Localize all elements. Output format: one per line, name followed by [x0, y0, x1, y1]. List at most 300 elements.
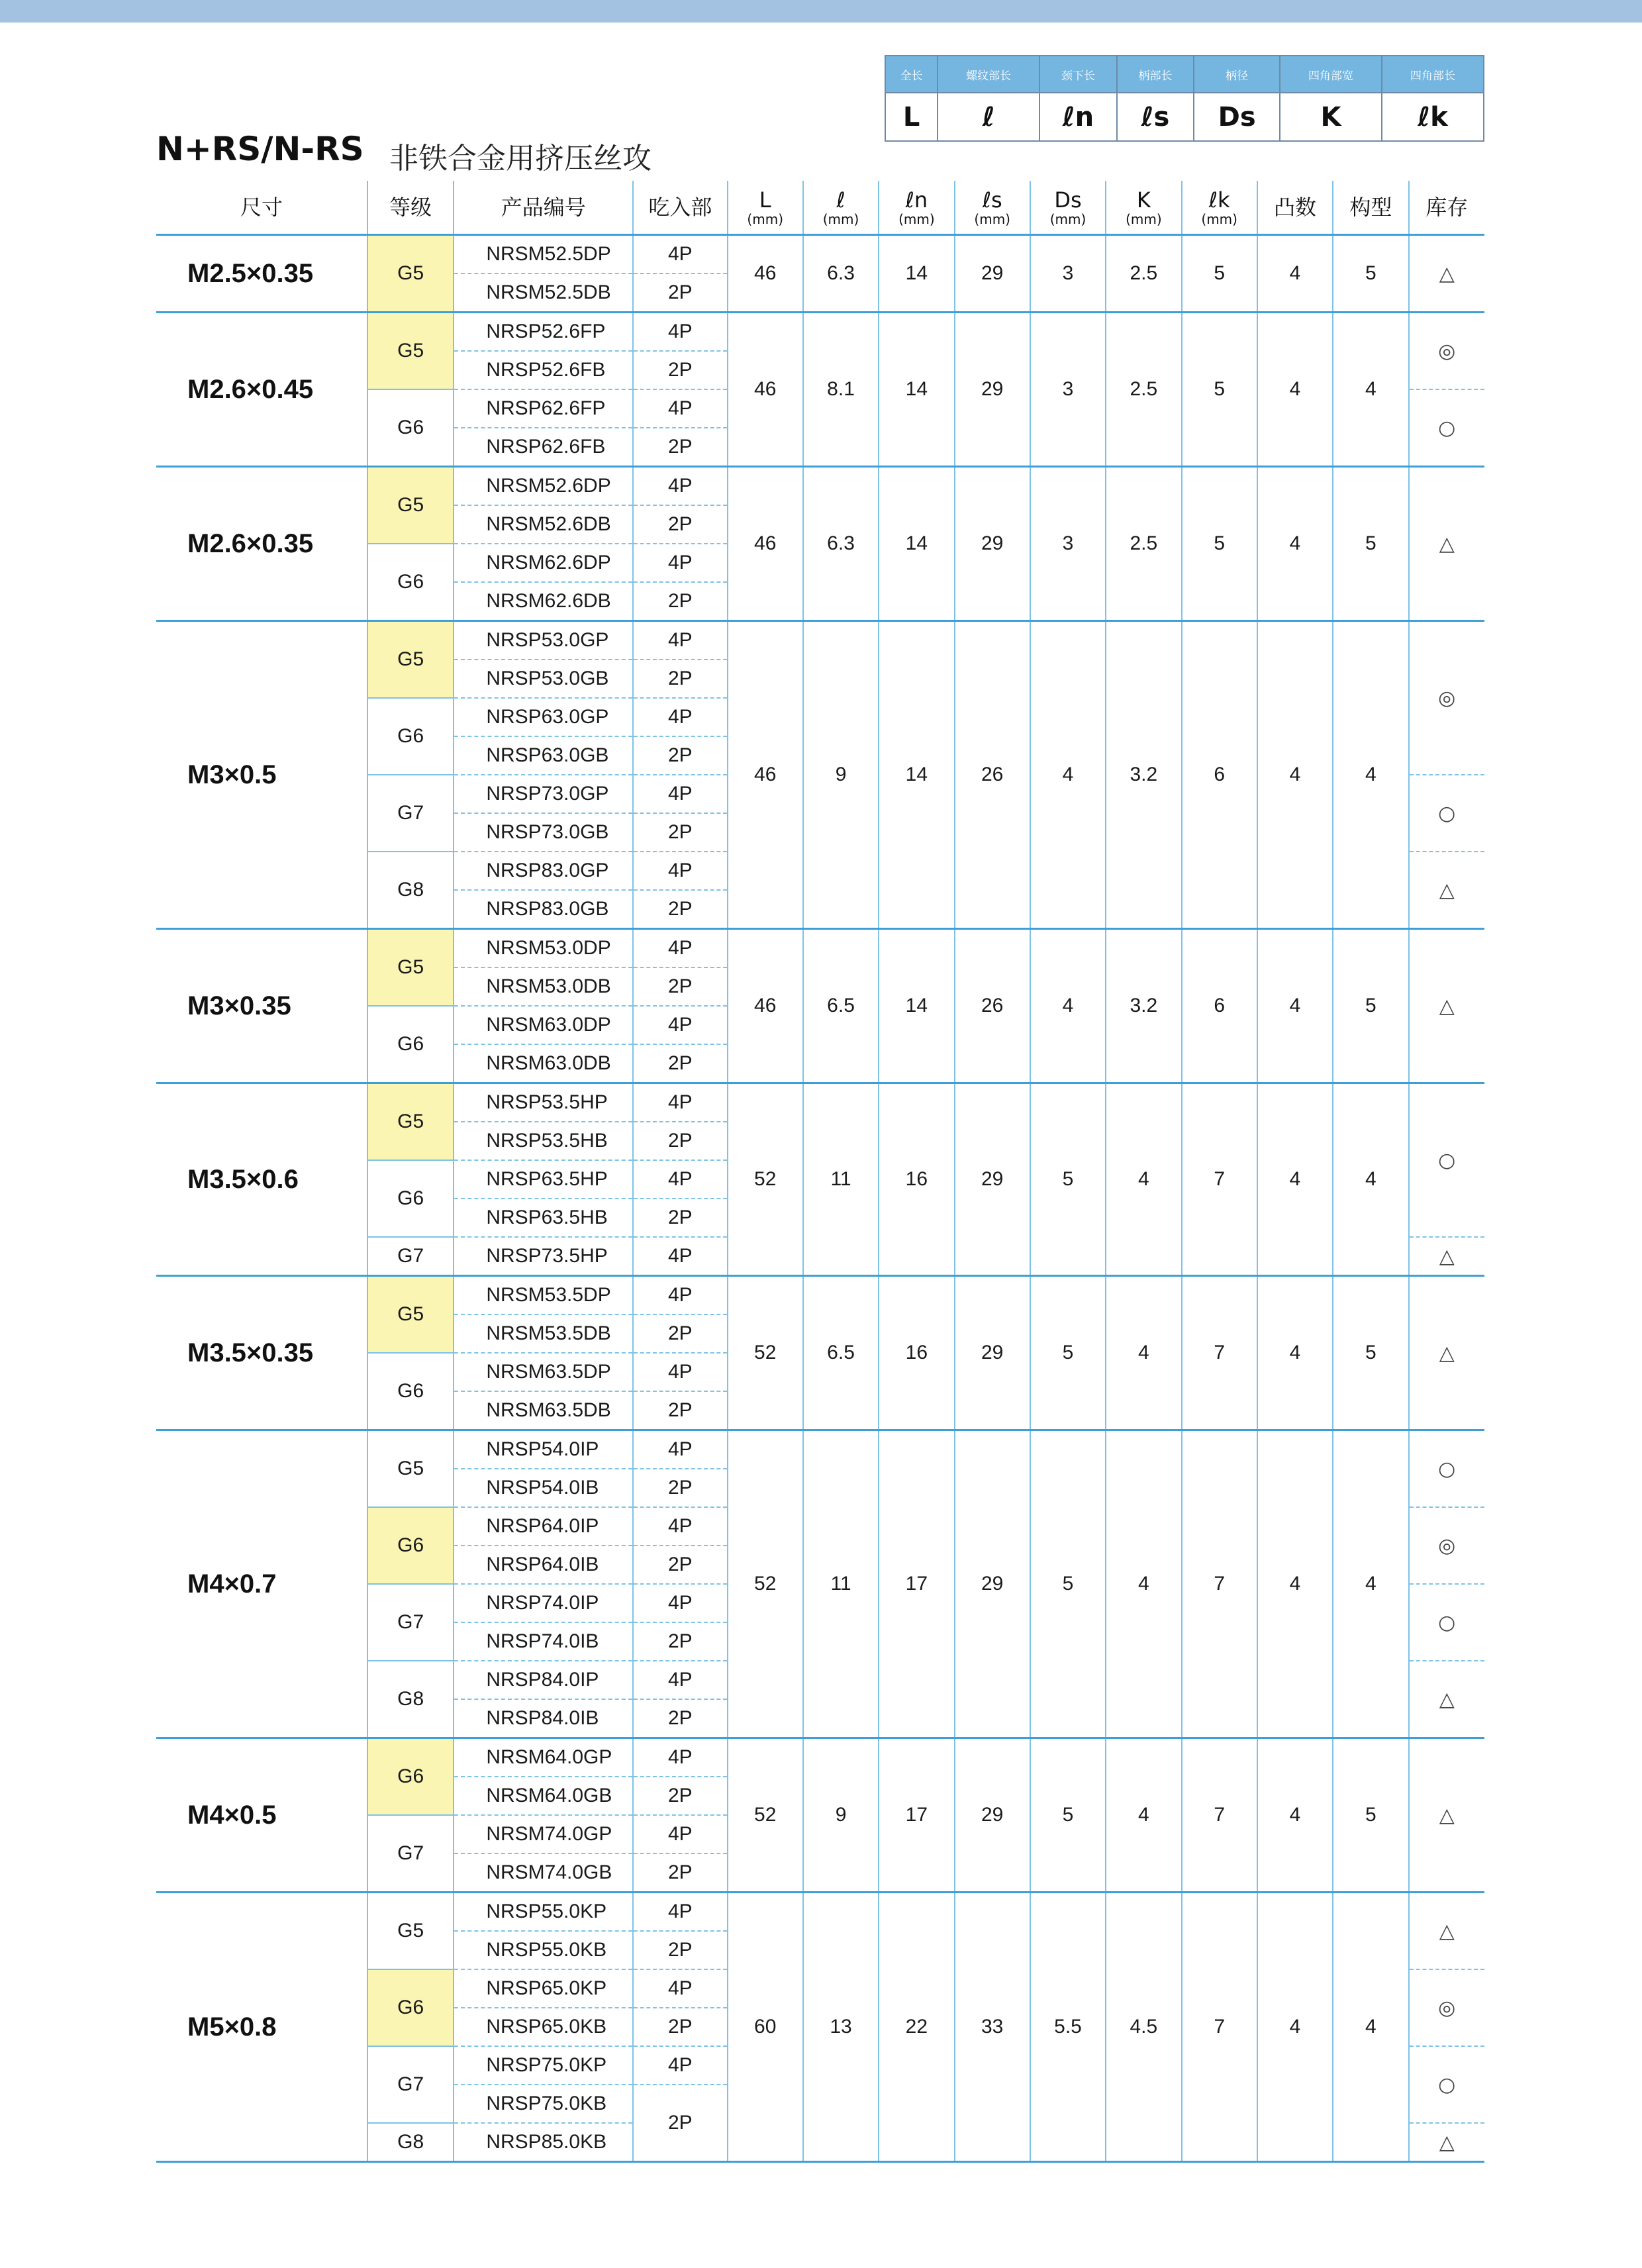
thread-size: M4×0.5: [156, 1738, 367, 1893]
product-code: NRSM52.6DB: [454, 505, 633, 544]
chamfer: 4P: [633, 467, 727, 506]
table-row: [156, 1738, 1484, 1777]
dimension-ls: 29: [955, 1083, 1030, 1276]
product-code: NRSP83.0GB: [454, 890, 633, 929]
dimension-l: 11: [803, 1430, 879, 1738]
stock-status: △: [1409, 1893, 1485, 1970]
dimension-lobes: 4: [1257, 1083, 1333, 1276]
stock-status: △: [1409, 1237, 1485, 1276]
legend-name: 柄部长: [1117, 56, 1194, 93]
column-header-label: ℓk: [1208, 187, 1230, 213]
chamfer: 2P: [633, 273, 727, 313]
dimension-K: 4: [1106, 1083, 1181, 1276]
column-header-unit: (mm): [1126, 211, 1162, 227]
column-header: [803, 181, 879, 235]
stock-status: ○: [1409, 1430, 1485, 1508]
dimension-lobes: 4: [1257, 1893, 1333, 2162]
chamfer: 2P: [633, 813, 727, 852]
column-header-label: ℓs: [982, 187, 1002, 213]
chamfer: 2P: [633, 967, 727, 1006]
product-code: NRSM74.0GB: [454, 1853, 633, 1893]
thread-size: M2.6×0.35: [156, 467, 367, 621]
column-header-label: 凸数: [1274, 195, 1317, 220]
legend-name: 四角部宽: [1280, 56, 1382, 93]
product-code: NRSM53.5DP: [454, 1276, 633, 1315]
column-header: [367, 181, 454, 235]
dimension-lk: 7: [1182, 1083, 1257, 1276]
column-header: [1333, 181, 1408, 235]
thread-size: M3×0.35: [156, 929, 367, 1083]
dimension-type: 4: [1333, 1893, 1408, 2162]
dimension-ln: 14: [879, 929, 954, 1083]
tolerance-grade: G8: [367, 2123, 454, 2162]
product-code: NRSP84.0IP: [454, 1661, 633, 1699]
product-code: NRSP75.0KP: [454, 2046, 633, 2085]
column-header-unit: (mm): [1201, 211, 1237, 227]
chamfer: 2P: [633, 890, 727, 929]
product-code: NRSP62.6FP: [454, 389, 633, 428]
legend-symbol: ℓk: [1382, 93, 1484, 141]
tolerance-grade: G6: [367, 1738, 454, 1816]
product-code: NRSM53.0DP: [454, 929, 633, 968]
stock-status: ◎: [1409, 1969, 1485, 2046]
dimension-L: 52: [728, 1276, 803, 1430]
dimension-ln: 14: [879, 621, 954, 929]
product-code: NRSP64.0IP: [454, 1507, 633, 1546]
product-code: NRSP53.5HP: [454, 1083, 633, 1122]
column-header: [879, 181, 954, 235]
dimension-ls: 29: [955, 235, 1030, 313]
tolerance-grade: G5: [367, 621, 454, 699]
dimension-lobes: 4: [1257, 467, 1333, 621]
dimension-type: 5: [1333, 467, 1408, 621]
chamfer: 2P: [633, 1853, 727, 1893]
dimension-type: 4: [1333, 621, 1408, 929]
stock-status: △: [1409, 1661, 1485, 1738]
top-band: [0, 0, 1642, 23]
thread-size: M3.5×0.35: [156, 1276, 367, 1430]
stock-status: △: [1409, 467, 1485, 621]
dimension-Ds: 3: [1030, 313, 1106, 467]
product-code: NRSM63.5DP: [454, 1353, 633, 1391]
dimension-type: 4: [1333, 1083, 1408, 1276]
legend-name: 柄径: [1194, 56, 1280, 93]
dimension-ln: 16: [879, 1083, 954, 1276]
product-code: NRSM64.0GB: [454, 1777, 633, 1815]
dimension-K: 4.5: [1106, 1893, 1181, 2162]
column-header: [1409, 181, 1485, 235]
dimension-L: 46: [728, 621, 803, 929]
product-code: NRSP84.0IB: [454, 1699, 633, 1738]
dimension-lobes: 4: [1257, 313, 1333, 467]
column-header-label: 构型: [1349, 195, 1392, 220]
product-code: NRSP85.0KB: [454, 2123, 633, 2162]
dimension-lk: 6: [1182, 929, 1257, 1083]
dimension-ls: 29: [955, 1738, 1030, 1893]
column-header-label: ℓ: [836, 187, 845, 213]
dimension-lobes: 4: [1257, 621, 1333, 929]
legend-symbol: K: [1280, 93, 1382, 141]
chamfer: 4P: [633, 1584, 727, 1622]
tolerance-grade: G6: [367, 1507, 454, 1584]
dimension-l: 11: [803, 1083, 879, 1276]
table-row: [156, 929, 1484, 968]
dimension-lk: 7: [1182, 1738, 1257, 1893]
chamfer: 4P: [633, 1738, 727, 1777]
dimension-type: 4: [1333, 1430, 1408, 1738]
dimension-ls: 26: [955, 621, 1030, 929]
dimension-Ds: 3: [1030, 235, 1106, 313]
table-row: [156, 235, 1484, 274]
chamfer: 4P: [633, 698, 727, 736]
stock-status: ○: [1409, 1083, 1485, 1238]
column-header-label: Ds: [1054, 187, 1082, 213]
chamfer: 4P: [633, 621, 727, 660]
chamfer: 2P: [633, 1546, 727, 1584]
chamfer: 4P: [633, 235, 727, 274]
product-code: NRSP73.0GP: [454, 775, 633, 813]
spec-table: [156, 181, 1484, 2163]
product-code: NRSP75.0KB: [454, 2085, 633, 2123]
chamfer: 2P: [633, 2008, 727, 2046]
dimension-ls: 29: [955, 313, 1030, 467]
table-row: [156, 1430, 1484, 1469]
chamfer: 4P: [633, 1893, 727, 1932]
product-code: NRSP64.0IB: [454, 1546, 633, 1584]
stock-status: ◎: [1409, 621, 1485, 775]
product-code: NRSP53.0GP: [454, 621, 633, 660]
column-header-label: 产品编号: [501, 195, 586, 220]
column-header: [1182, 181, 1257, 235]
legend-name: 螺纹部长: [938, 56, 1039, 93]
thread-size: M2.5×0.35: [156, 235, 367, 313]
product-code: NRSP55.0KB: [454, 1931, 633, 1969]
dimension-ls: 26: [955, 929, 1030, 1083]
thread-size: M5×0.8: [156, 1893, 367, 2162]
tolerance-grade: G7: [367, 775, 454, 852]
dimension-K: 2.5: [1106, 235, 1181, 313]
chamfer: 4P: [633, 852, 727, 890]
dimension-Ds: 4: [1030, 621, 1106, 929]
product-code: NRSP65.0KB: [454, 2008, 633, 2046]
stock-status: △: [1409, 929, 1485, 1083]
column-header-unit: (mm): [974, 211, 1010, 227]
legend-name: 四角部长: [1382, 56, 1484, 93]
chamfer: 2P: [633, 582, 727, 621]
chamfer: 2P: [633, 1699, 727, 1738]
dimension-type: 5: [1333, 235, 1408, 313]
product-code: NRSP54.0IB: [454, 1469, 633, 1507]
dimension-l: 8.1: [803, 313, 879, 467]
product-code: NRSM53.5DB: [454, 1314, 633, 1353]
dimension-ln: 16: [879, 1276, 954, 1430]
tolerance-grade: G6: [367, 1353, 454, 1430]
dimension-lobes: 4: [1257, 1430, 1333, 1738]
dimension-l: 6.3: [803, 235, 879, 313]
table-row: [156, 467, 1484, 506]
dimension-ln: 17: [879, 1738, 954, 1893]
chamfer: 4P: [633, 1430, 727, 1469]
product-code: NRSP73.5HP: [454, 1237, 633, 1276]
tolerance-grade: G5: [367, 467, 454, 544]
dimension-lobes: 4: [1257, 235, 1333, 313]
column-header-label: 库存: [1425, 195, 1469, 220]
dimension-lk: 7: [1182, 1893, 1257, 2162]
stock-status: ○: [1409, 1584, 1485, 1661]
chamfer: 4P: [633, 775, 727, 813]
tolerance-grade: G6: [367, 1160, 454, 1237]
product-code: NRSP52.6FB: [454, 351, 633, 389]
product-code: NRSP83.0GP: [454, 852, 633, 890]
stock-status: △: [1409, 235, 1485, 313]
column-header-unit: (mm): [822, 211, 859, 227]
dimension-l: 9: [803, 621, 879, 929]
dimension-Ds: 5: [1030, 1738, 1106, 1893]
dimension-Ds: 5.5: [1030, 1893, 1106, 2162]
tolerance-grade: G6: [367, 1969, 454, 2046]
dimension-ls: 29: [955, 1276, 1030, 1430]
dimension-ln: 14: [879, 467, 954, 621]
dimension-L: 46: [728, 467, 803, 621]
tolerance-grade: G5: [367, 235, 454, 313]
table-row: [156, 621, 1484, 660]
product-code: NRSP73.0GB: [454, 813, 633, 852]
dimension-ln: 14: [879, 235, 954, 313]
chamfer: 2P: [633, 1622, 727, 1661]
chamfer: 4P: [633, 2046, 727, 2085]
dimension-l: 6.5: [803, 929, 879, 1083]
product-code: NRSP52.6FP: [454, 313, 633, 352]
product-code: NRSM63.0DP: [454, 1006, 633, 1044]
tolerance-grade: G6: [367, 698, 454, 775]
dimension-ls: 29: [955, 467, 1030, 621]
legend-symbol: L: [885, 93, 938, 141]
product-code: NRSP53.0GB: [454, 660, 633, 698]
legend-symbol: ℓn: [1039, 93, 1117, 141]
dimension-Ds: 5: [1030, 1083, 1106, 1276]
tolerance-grade: G7: [367, 1237, 454, 1276]
series-code: N+RS/N-RS: [156, 130, 364, 168]
product-code: NRSM62.6DP: [454, 544, 633, 582]
chamfer: 2P: [633, 660, 727, 698]
column-header-unit: (mm): [1049, 211, 1087, 227]
product-code: NRSM74.0GP: [454, 1815, 633, 1853]
chamfer: 4P: [633, 544, 727, 582]
legend-symbol: Ds: [1194, 93, 1280, 141]
dimension-ln: 17: [879, 1430, 954, 1738]
dimension-K: 3.2: [1106, 929, 1181, 1083]
chamfer: 2P: [633, 428, 727, 467]
table-row: [156, 1083, 1484, 1122]
dimension-K: 4: [1106, 1276, 1181, 1430]
dimension-lk: 5: [1182, 467, 1257, 621]
stock-status: △: [1409, 1738, 1485, 1893]
column-header-label: 等级: [389, 195, 432, 220]
chamfer: 4P: [633, 313, 727, 352]
stock-status: ○: [1409, 389, 1485, 467]
column-header-label: ℓn: [905, 187, 928, 213]
column-header: [955, 181, 1030, 235]
chamfer: 2P: [633, 1931, 727, 1969]
dimension-type: 5: [1333, 1738, 1408, 1893]
product-code: NRSP53.5HB: [454, 1122, 633, 1160]
product-code: NRSM52.5DB: [454, 273, 633, 313]
product-code: NRSP63.5HB: [454, 1199, 633, 1237]
stock-status: △: [1409, 2123, 1485, 2162]
tolerance-grade: G5: [367, 313, 454, 390]
product-code: NRSP65.0KP: [454, 1969, 633, 2008]
stock-status: △: [1409, 852, 1485, 929]
thread-size: M3.5×0.6: [156, 1083, 367, 1276]
dimension-ls: 29: [955, 1430, 1030, 1738]
chamfer: 4P: [633, 929, 727, 968]
table-row: [156, 1893, 1484, 1932]
stock-status: ◎: [1409, 1507, 1485, 1584]
column-header-label: K: [1136, 187, 1151, 213]
dimension-type: 5: [1333, 929, 1408, 1083]
column-header: [1106, 181, 1181, 235]
legend-name: 全长: [885, 56, 938, 93]
dimension-ln: 22: [879, 1893, 954, 2162]
chamfer: 4P: [633, 1006, 727, 1044]
tolerance-grade: G5: [367, 1893, 454, 1970]
dimension-ls: 33: [955, 1893, 1030, 2162]
chamfer: 2P: [633, 1122, 727, 1160]
tolerance-grade: G5: [367, 1276, 454, 1354]
column-header-label: L: [759, 187, 771, 213]
dimension-legend: [885, 55, 1484, 142]
chamfer: 4P: [633, 1276, 727, 1315]
product-code: NRSM52.6DP: [454, 467, 633, 506]
product-code: NRSM63.0DB: [454, 1044, 633, 1083]
product-code: NRSM64.0GP: [454, 1738, 633, 1777]
table-row: [156, 1276, 1484, 1315]
dimension-Ds: 4: [1030, 929, 1106, 1083]
chamfer: 2P: [633, 1469, 727, 1507]
table-row: [156, 313, 1484, 352]
chamfer: 4P: [633, 1969, 727, 2008]
column-header-unit: (mm): [747, 211, 783, 227]
column-header-label: 尺寸: [240, 195, 283, 220]
thread-size: M3×0.5: [156, 621, 367, 929]
dimension-L: 60: [728, 1893, 803, 2162]
column-header-label: 吃入部: [648, 195, 712, 220]
dimension-Ds: 3: [1030, 467, 1106, 621]
tolerance-grade: G7: [367, 1584, 454, 1661]
product-code: NRSM62.6DB: [454, 582, 633, 621]
chamfer: 2P: [633, 1199, 727, 1237]
tolerance-grade: G7: [367, 2046, 454, 2123]
dimension-l: 9: [803, 1738, 879, 1893]
product-code: NRSP55.0KP: [454, 1893, 633, 1932]
stock-status: ◎: [1409, 313, 1485, 390]
dimension-type: 5: [1333, 1276, 1408, 1430]
product-code: NRSM63.5DB: [454, 1391, 633, 1430]
dimension-lk: 6: [1182, 621, 1257, 929]
dimension-l: 6.3: [803, 467, 879, 621]
dimension-L: 52: [728, 1430, 803, 1738]
column-header: [156, 181, 367, 235]
dimension-lk: 7: [1182, 1430, 1257, 1738]
dimension-lobes: 4: [1257, 1738, 1333, 1893]
chamfer: 2P: [633, 1314, 727, 1353]
chamfer: 2P: [633, 1044, 727, 1083]
dimension-lk: 5: [1182, 235, 1257, 313]
chamfer: 2P: [633, 505, 727, 544]
dimension-K: 2.5: [1106, 467, 1181, 621]
chamfer: 2P: [633, 2085, 727, 2162]
thread-size: M2.6×0.45: [156, 313, 367, 467]
dimension-L: 46: [728, 313, 803, 467]
chamfer: 4P: [633, 1353, 727, 1391]
column-header: [1257, 181, 1333, 235]
dimension-K: 4: [1106, 1738, 1181, 1893]
product-code: NRSP74.0IP: [454, 1584, 633, 1622]
legend-symbol: ℓ: [938, 93, 1039, 141]
chamfer: 4P: [633, 1507, 727, 1546]
dimension-L: 52: [728, 1083, 803, 1276]
chamfer: 4P: [633, 1815, 727, 1853]
legend-symbol: ℓs: [1117, 93, 1194, 141]
dimension-type: 4: [1333, 313, 1408, 467]
stock-status: △: [1409, 1276, 1485, 1430]
dimension-Ds: 5: [1030, 1430, 1106, 1738]
tolerance-grade: G5: [367, 929, 454, 1007]
column-header: [728, 181, 803, 235]
product-code: NRSP63.5HP: [454, 1160, 633, 1199]
chamfer: 4P: [633, 389, 727, 428]
dimension-K: 3.2: [1106, 621, 1181, 929]
stock-status: ○: [1409, 2046, 1485, 2123]
dimension-l: 13: [803, 1893, 879, 2162]
chamfer: 2P: [633, 351, 727, 389]
dimension-L: 52: [728, 1738, 803, 1893]
dimension-K: 4: [1106, 1430, 1181, 1738]
column-header-unit: (mm): [898, 211, 935, 227]
chamfer: 4P: [633, 1160, 727, 1199]
chamfer: 4P: [633, 1237, 727, 1276]
legend-name: 颈下长: [1039, 56, 1117, 93]
series-description: 非铁合金用挤压丝攻: [389, 142, 652, 175]
dimension-lobes: 4: [1257, 929, 1333, 1083]
dimension-lk: 5: [1182, 313, 1257, 467]
tolerance-grade: G6: [367, 544, 454, 621]
tolerance-grade: G8: [367, 1661, 454, 1738]
tolerance-grade: G8: [367, 852, 454, 929]
product-code: NRSP74.0IB: [454, 1622, 633, 1661]
chamfer: 2P: [633, 736, 727, 775]
tolerance-grade: G6: [367, 389, 454, 467]
tolerance-grade: G5: [367, 1430, 454, 1508]
column-header: [633, 181, 727, 235]
tolerance-grade: G7: [367, 1815, 454, 1893]
tolerance-grade: G6: [367, 1006, 454, 1083]
chamfer: 4P: [633, 1661, 727, 1699]
column-header: [1030, 181, 1106, 235]
chamfer: 2P: [633, 1391, 727, 1430]
product-code: NRSM52.5DP: [454, 235, 633, 274]
product-code: NRSP54.0IP: [454, 1430, 633, 1469]
chamfer: 2P: [633, 1777, 727, 1815]
dimension-lk: 7: [1182, 1276, 1257, 1430]
column-header: [454, 181, 633, 235]
product-code: NRSM53.0DB: [454, 967, 633, 1006]
dimension-lobes: 4: [1257, 1276, 1333, 1430]
dimension-L: 46: [728, 235, 803, 313]
chamfer: 4P: [633, 1083, 727, 1122]
dimension-L: 46: [728, 929, 803, 1083]
stock-status: ○: [1409, 775, 1485, 852]
